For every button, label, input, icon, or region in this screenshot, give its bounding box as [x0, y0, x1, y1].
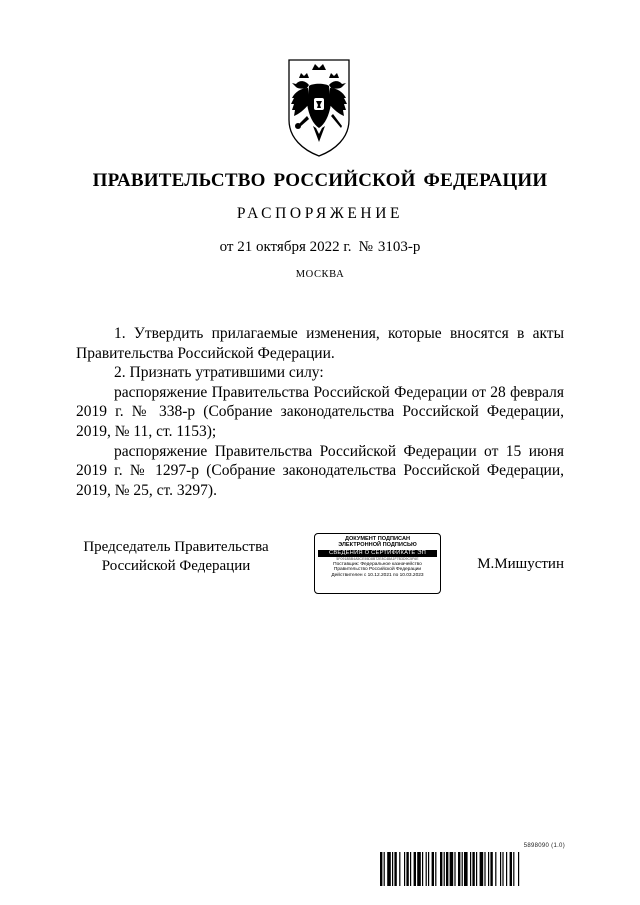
stamp-owner: Правительство Российской Федерации — [333, 567, 422, 573]
number-sign: № — [358, 239, 373, 255]
barcode-bar — [488, 852, 489, 886]
barcode-bar — [462, 852, 463, 886]
paragraph-3: распоряжение Правительства Российской Федерации от 28 февраля 2019 г. № 338-р (Собрание законодательства Российской Федерации, 2019, № 11, ст. 1153); — [76, 383, 564, 440]
signer-position — [60, 538, 292, 576]
barcode-bar — [394, 852, 396, 886]
barcode-bar — [446, 852, 448, 886]
barcode-bar — [384, 852, 385, 886]
signer-position-line-1: Председатель Правительства — [83, 539, 269, 555]
paragraph-1: 1. Утвердить прилагаемые изменения, которые вносятся в акты Правительства Российской Федерации. — [76, 325, 564, 362]
stamp-serial: 5F0918BB4A5CE55D8B72E8C48A1F7B3D9C5F6E — [336, 556, 419, 561]
barcode-bar — [392, 852, 393, 886]
document-date: от 21 октября 2022 г. — [219, 239, 352, 255]
barcode-bar — [506, 852, 507, 886]
barcode-bar — [426, 852, 427, 886]
barcode-bar — [464, 852, 468, 886]
barcode-bar — [417, 852, 421, 886]
barcode-bar — [404, 852, 405, 886]
barcode-bar — [490, 852, 492, 886]
barcode-bar — [380, 852, 382, 886]
barcode-bar — [476, 852, 477, 886]
double-headed-eagle-emblem-icon — [285, 58, 353, 158]
stamp-title-line-1: ДОКУМЕНТ ПОДПИСАН — [344, 536, 411, 542]
barcode-bar — [428, 852, 429, 886]
barcode-bar — [500, 852, 501, 886]
document-number: 3103-р — [377, 239, 421, 255]
barcode-bar — [406, 852, 408, 886]
electronic-signature-stamp — [314, 533, 441, 594]
city: МОСКВА — [295, 269, 345, 280]
paragraph-2: 2. Признать утратившими силу: — [114, 364, 324, 382]
barcode-bar — [435, 852, 436, 886]
barcode-bar — [444, 852, 445, 886]
barcode-bar — [495, 852, 496, 886]
barcode-label: 5898090 (1.0) — [523, 843, 565, 849]
barcode-bar — [432, 852, 434, 886]
barcode-bar — [387, 852, 391, 886]
barcode-bar — [510, 852, 512, 886]
barcode-bar — [422, 852, 423, 886]
stamp-certificate-header: СВЕДЕНИЯ О СЕРТИФИКАТЕ ЭП — [318, 550, 437, 557]
document-body — [76, 324, 564, 500]
barcode-bar — [410, 852, 411, 886]
barcode-icon — [380, 852, 565, 886]
stamp-issuer: Поставщик: Федеральное казначейство — [333, 561, 422, 567]
barcode-bar — [450, 852, 454, 886]
stamp-title-line-2: ЭЛЕКТРОННОЙ ПОДПИСЬЮ — [338, 542, 417, 549]
barcode-bar — [480, 852, 484, 886]
barcode-bar — [502, 852, 503, 886]
stamp-validity: Действителен с 10.12.2021 по 10.03.2023 — [331, 573, 424, 578]
paragraph-4: распоряжение Правительства Российской Федерации от 15 июня 2019 г. № 1297-р (Собрание законодательства Российской Федерации, 2019, № 25, ст. 3297). — [76, 442, 564, 499]
barcode-bar — [513, 852, 514, 886]
barcode-bar — [440, 852, 442, 886]
signer-position-line-2: Российской Федерации — [101, 558, 251, 574]
barcode-bar — [518, 852, 519, 886]
barcode-bar — [399, 852, 400, 886]
government-title: ПРАВИТЕЛЬСТВО РОССИЙСКОЙ ФЕДЕРАЦИИ — [92, 170, 548, 191]
barcode-bar — [484, 852, 485, 886]
document-type: РАСПОРЯЖЕНИЕ — [236, 205, 404, 222]
document-barcode — [380, 843, 565, 887]
barcode-bar — [470, 852, 471, 886]
barcode-bar — [454, 852, 455, 886]
barcode-bar — [414, 852, 416, 886]
signer-name: М.Мишустин — [477, 556, 564, 572]
document-date-line — [0, 239, 640, 256]
barcode-bar — [458, 852, 460, 886]
barcode-bar — [472, 852, 474, 886]
